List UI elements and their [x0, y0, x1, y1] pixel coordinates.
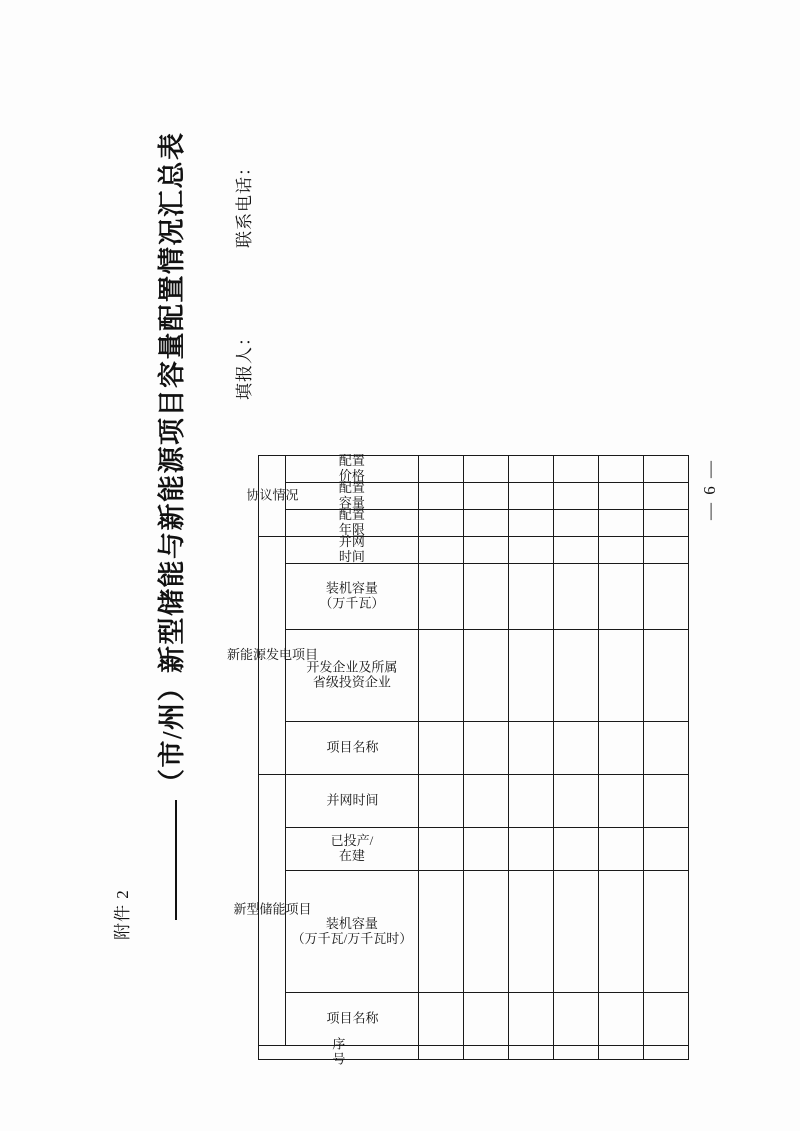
filled-by-label: 填报人： — [235, 328, 254, 400]
cell-ne-project-name[interactable] — [644, 721, 689, 774]
group-header-sequence: 序 号 — [259, 1045, 419, 1059]
cell-developer[interactable] — [644, 629, 689, 721]
cell-config-volume[interactable] — [509, 482, 554, 509]
table-column-header-row — [286, 455, 419, 1059]
cell-installed-capacity[interactable] — [509, 871, 554, 993]
column-header-ne-capacity: 装机容量 （万千瓦） — [286, 563, 419, 629]
cell-config-volume[interactable] — [644, 482, 689, 509]
cell-project-name[interactable] — [599, 992, 644, 1045]
cell-ne-grid-time[interactable] — [644, 536, 689, 563]
cell-seq[interactable] — [554, 1045, 599, 1059]
contact-phone-label: 联系电话： — [235, 158, 254, 248]
cell-ne-grid-time[interactable] — [599, 536, 644, 563]
column-header-installed-capacity: 装机容量 （万千瓦/万千瓦时） — [286, 871, 419, 993]
cell-ne-project-name[interactable] — [419, 721, 464, 774]
summary-table-wrapper — [226, 452, 689, 1067]
table-row — [599, 455, 644, 1059]
cell-grid-time[interactable] — [509, 774, 554, 827]
cell-project-name[interactable] — [554, 992, 599, 1045]
column-header-ne-grid-time: 并网 时间 — [286, 536, 419, 563]
cell-developer[interactable] — [509, 629, 554, 721]
cell-ne-grid-time[interactable] — [464, 536, 509, 563]
cell-installed-capacity[interactable] — [599, 871, 644, 993]
cell-seq[interactable] — [644, 1045, 689, 1059]
cell-status[interactable] — [599, 827, 644, 871]
table-row — [554, 455, 599, 1059]
column-header-developer: 开发企业及所属 省级投资企业 — [286, 629, 419, 721]
column-header-ne-project-name: 项目名称 — [286, 721, 419, 774]
cell-project-name[interactable] — [419, 992, 464, 1045]
cell-grid-time[interactable] — [464, 774, 509, 827]
summary-table — [226, 452, 689, 1067]
cell-config-years[interactable] — [554, 509, 599, 536]
group-header-storage: 新型储能项目 — [259, 774, 286, 1045]
cell-developer[interactable] — [554, 629, 599, 721]
column-header-config-price: 配置 价格 — [286, 455, 419, 482]
cell-ne-project-name[interactable] — [464, 721, 509, 774]
cell-status[interactable] — [419, 827, 464, 871]
cell-developer[interactable] — [599, 629, 644, 721]
page-title — [150, 131, 189, 920]
group-header-agreement: 协议情况 — [259, 455, 286, 536]
cell-installed-capacity[interactable] — [644, 871, 689, 993]
cell-ne-capacity[interactable] — [644, 563, 689, 629]
title-blank-line — [175, 800, 177, 920]
cell-config-years[interactable] — [464, 509, 509, 536]
column-header-grid-time: 并网时间 — [286, 774, 419, 827]
cell-config-volume[interactable] — [464, 482, 509, 509]
column-header-config-volume: 配置 容量 — [286, 482, 419, 509]
cell-installed-capacity[interactable] — [464, 871, 509, 993]
cell-config-volume[interactable] — [419, 482, 464, 509]
cell-ne-grid-time[interactable] — [554, 536, 599, 563]
table-row — [464, 455, 509, 1059]
cell-config-price[interactable] — [464, 455, 509, 482]
cell-seq[interactable] — [464, 1045, 509, 1059]
cell-config-years[interactable] — [599, 509, 644, 536]
cell-project-name[interactable] — [509, 992, 554, 1045]
cell-status[interactable] — [464, 827, 509, 871]
table-body — [419, 455, 689, 1059]
cell-developer[interactable] — [464, 629, 509, 721]
column-header-project-name: 项目名称 — [286, 992, 419, 1045]
cell-config-years[interactable] — [644, 509, 689, 536]
group-header-new-energy: 新能源发电项目 — [259, 536, 286, 774]
table-row — [644, 455, 689, 1059]
cell-project-name[interactable] — [464, 992, 509, 1045]
cell-status[interactable] — [554, 827, 599, 871]
cell-ne-project-name[interactable] — [554, 721, 599, 774]
cell-installed-capacity[interactable] — [554, 871, 599, 993]
attachment-label: 附件 2 — [113, 889, 132, 940]
cell-config-volume[interactable] — [599, 482, 644, 509]
cell-config-price[interactable] — [599, 455, 644, 482]
cell-config-price[interactable] — [419, 455, 464, 482]
cell-installed-capacity[interactable] — [419, 871, 464, 993]
cell-config-price[interactable] — [644, 455, 689, 482]
cell-config-price[interactable] — [554, 455, 599, 482]
table-row — [419, 455, 464, 1059]
cell-ne-capacity[interactable] — [509, 563, 554, 629]
cell-status[interactable] — [509, 827, 554, 871]
cell-project-name[interactable] — [644, 992, 689, 1045]
table-head — [226, 452, 419, 1067]
cell-grid-time[interactable] — [644, 774, 689, 827]
column-header-config-years: 配置 年限 — [286, 509, 419, 536]
cell-ne-capacity[interactable] — [554, 563, 599, 629]
cell-ne-capacity[interactable] — [419, 563, 464, 629]
cell-seq[interactable] — [509, 1045, 554, 1059]
column-header-status: 已投产/ 在建 — [286, 827, 419, 871]
cell-ne-project-name[interactable] — [599, 721, 644, 774]
cell-grid-time[interactable] — [599, 774, 644, 827]
cell-grid-time[interactable] — [554, 774, 599, 827]
cell-config-price[interactable] — [509, 455, 554, 482]
cell-ne-grid-time[interactable] — [419, 536, 464, 563]
cell-ne-capacity[interactable] — [599, 563, 644, 629]
cell-seq[interactable] — [419, 1045, 464, 1059]
cell-seq[interactable] — [599, 1045, 644, 1059]
cell-grid-time[interactable] — [419, 774, 464, 827]
page-title-text: （市/州）新型储能与新能源项目容量配置情况汇总表 — [157, 131, 187, 796]
table-group-header-row — [259, 455, 286, 1059]
cell-status[interactable] — [644, 827, 689, 871]
cell-config-volume[interactable] — [554, 482, 599, 509]
cell-config-years[interactable] — [419, 509, 464, 536]
cell-ne-project-name[interactable] — [509, 721, 554, 774]
page-number: — 6 — — [700, 459, 719, 520]
cell-ne-capacity[interactable] — [464, 563, 509, 629]
cell-developer[interactable] — [419, 629, 464, 721]
cell-ne-grid-time[interactable] — [509, 536, 554, 563]
cell-config-years[interactable] — [509, 509, 554, 536]
table-row — [509, 455, 554, 1059]
